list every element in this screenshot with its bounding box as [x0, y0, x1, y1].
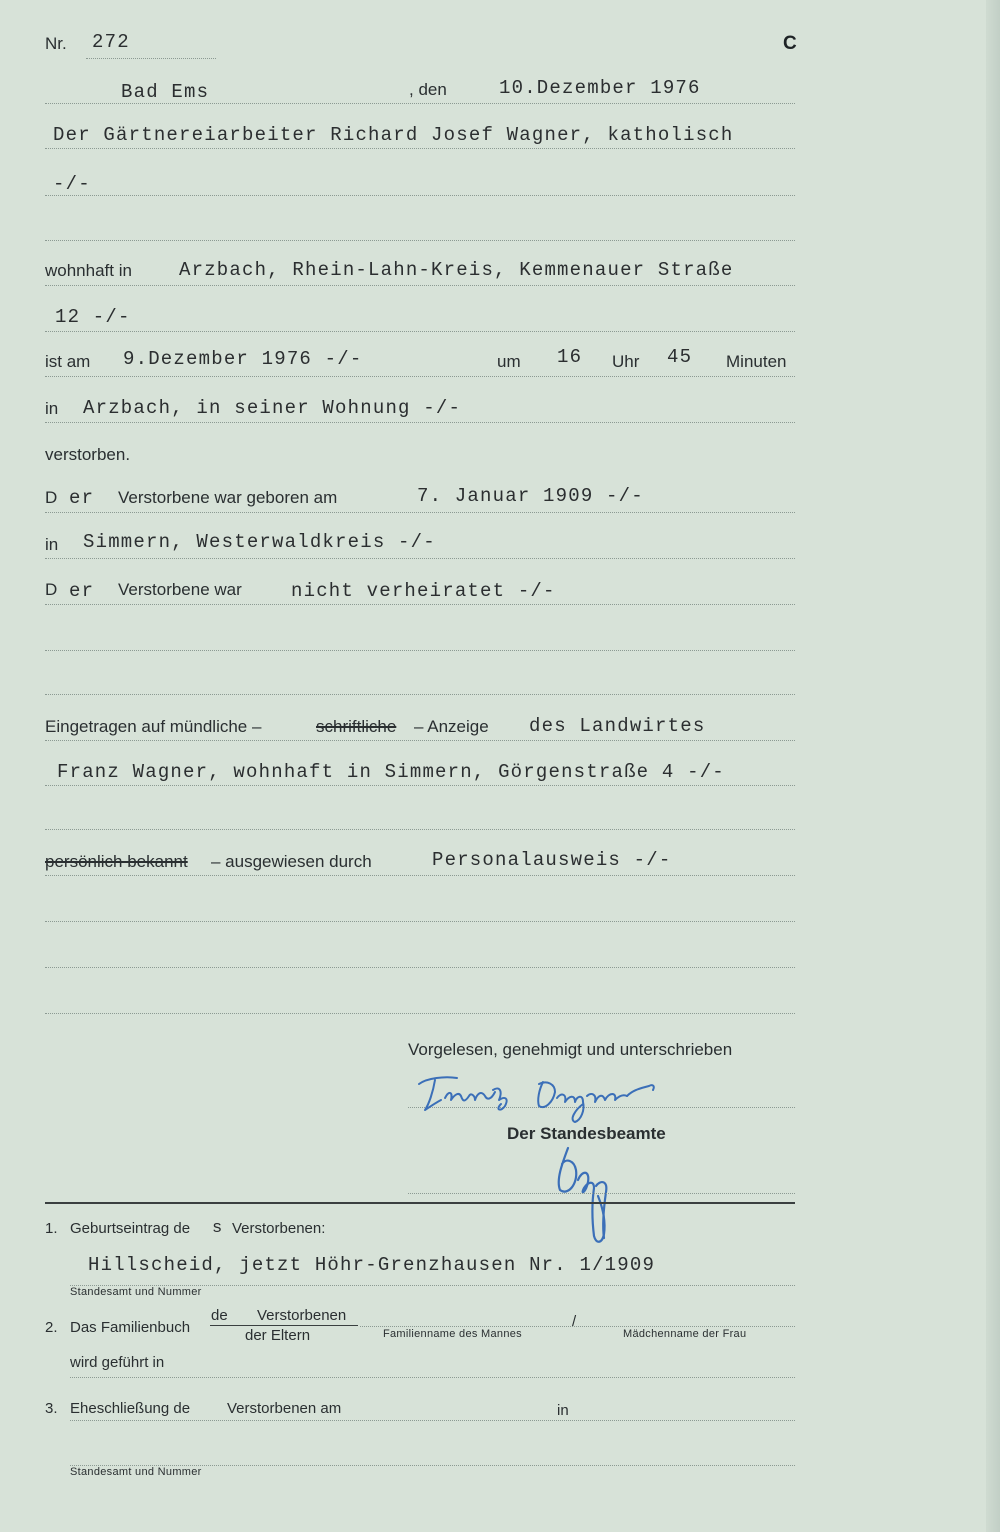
death-date: 9.Dezember 1976 -/- — [123, 348, 363, 370]
informant-title: des Landwirtes — [529, 715, 706, 737]
item-3-label-b: Verstorbenen am — [227, 1400, 342, 1417]
death-place: Arzbach, in seiner Wohnung -/- — [83, 397, 462, 419]
death-minutes: 45 — [667, 346, 693, 368]
birth-register-reference: Hillscheid, jetzt Höhr-Grenzhausen Nr. 1/1909 — [88, 1254, 656, 1276]
item-2-number: 2. — [45, 1319, 58, 1336]
residence-value: Arzbach, Rhein-Lahn-Kreis, Kemmenauer Straße — [179, 259, 734, 281]
item-1-s: s — [212, 1219, 224, 1238]
entry-number: 272 — [92, 31, 130, 53]
identification-struck-label: persönlich bekannt — [45, 852, 188, 871]
death-place-label: in — [45, 399, 59, 418]
item-2-parents: der Eltern — [245, 1327, 311, 1344]
identification-document: Personalausweis -/- — [432, 849, 672, 871]
marital-d-label: D — [45, 580, 58, 599]
item-2-de: de — [211, 1307, 228, 1324]
birth-d-label: D — [45, 488, 58, 507]
identification-label: – ausgewiesen durch — [211, 852, 372, 871]
page-edge — [986, 0, 1000, 1532]
form-mark: C — [783, 33, 797, 54]
item-1-label-b: Verstorbenen: — [232, 1220, 326, 1237]
deceased-person-line: Der Gärtnereiarbeiter Richard Josef Wagner, katholisch — [53, 124, 734, 146]
registration-label: Eingetragen auf mündliche – — [45, 717, 262, 736]
um-label: um — [497, 352, 521, 371]
marital-er-value: er — [69, 580, 95, 602]
death-hour: 16 — [557, 346, 583, 368]
registrar-signature — [548, 1140, 628, 1250]
minuten-label: Minuten — [726, 352, 787, 371]
person-line-2: -/- — [53, 173, 91, 195]
item-2-caption-woman: Mädchenname der Frau — [623, 1328, 747, 1340]
residence-value-2: 12 -/- — [55, 306, 131, 328]
marital-label: Verstorbene war — [118, 580, 242, 599]
item-1-number: 1. — [45, 1220, 58, 1237]
item-2-deceased: Verstorbenen — [257, 1307, 347, 1324]
item-2-label-b: wird geführt in — [70, 1354, 165, 1371]
birth-place-label: in — [45, 535, 59, 554]
place-name: Bad Ems — [121, 81, 210, 103]
read-approved-label: Vorgelesen, genehmigt und unterschrieben — [408, 1040, 733, 1059]
nr-label: Nr. — [45, 34, 67, 53]
informant-signature — [405, 1066, 665, 1126]
item-2-label: Das Familienbuch — [70, 1319, 191, 1336]
item-1-caption: Standesamt und Nummer — [70, 1286, 202, 1298]
marital-status: nicht verheiratet -/- — [291, 580, 556, 602]
item-3-in: in — [557, 1402, 569, 1419]
birth-date: 7. Januar 1909 -/- — [417, 485, 644, 507]
registration-date: 10.Dezember 1976 — [499, 77, 701, 99]
registrar-title: Der Standesbeamte — [507, 1124, 666, 1143]
birth-er-value: er — [69, 487, 95, 509]
item-2-slash: / — [572, 1313, 577, 1330]
item-3-caption: Standesamt und Nummer — [70, 1466, 202, 1478]
verstorben-label: verstorben. — [45, 445, 131, 464]
birth-label: Verstorbene war geboren am — [118, 488, 338, 507]
registration-label-b: – Anzeige — [414, 717, 489, 736]
item-3-number: 3. — [45, 1400, 58, 1417]
uhr-label: Uhr — [612, 352, 640, 371]
den-label: , den — [409, 80, 447, 99]
item-3-label: Eheschließung de — [70, 1400, 191, 1417]
residence-label: wohnhaft in — [45, 261, 132, 280]
birth-place: Simmern, Westerwaldkreis -/- — [83, 531, 436, 553]
item-1-label: Geburtseintrag de — [70, 1220, 191, 1237]
death-date-label: ist am — [45, 352, 91, 371]
informant-line: Franz Wagner, wohnhaft in Simmern, Görgenstraße 4 -/- — [57, 761, 725, 783]
item-2-caption-man: Familienname des Mannes — [383, 1328, 522, 1340]
registration-struck-label: schriftliche — [316, 717, 397, 736]
